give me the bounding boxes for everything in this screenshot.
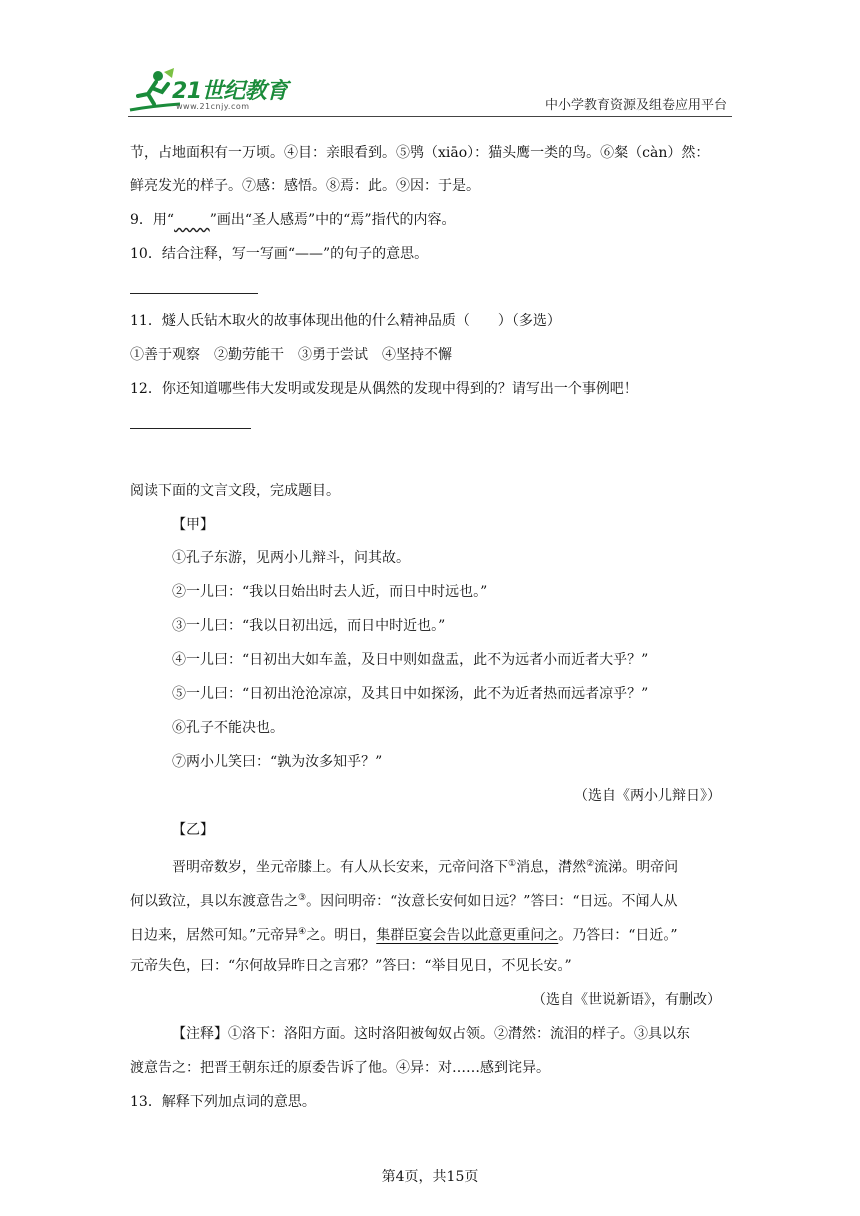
- yi-line-1: [172, 854, 678, 878]
- q9-wavy-mark: [174, 212, 210, 228]
- yi-line-3: [130, 922, 678, 946]
- question-9: [130, 210, 455, 230]
- q9-text-a: 9．用“: [130, 212, 175, 228]
- yi-text: 之。明日，: [306, 927, 377, 944]
- page-number: 第4页，共15页: [381, 1169, 479, 1185]
- yi-text: 流涕。明帝问: [594, 859, 679, 876]
- notes-line-1: 【注释】①洛下：洛阳方面。这时洛阳被匈奴占领。②潸然：流泪的样子。③具以东: [172, 1026, 690, 1042]
- platform-name: 中小学教育资源及组卷应用平台: [545, 98, 728, 113]
- notes-line-2: 渡意告之：把晋王朝东迁的原委告诉了他。④异：对……感到诧异。: [130, 1060, 550, 1076]
- footnote-mark: ②: [586, 859, 595, 869]
- jia-line: ③一儿曰：“我以日初出远，而日中时近也。”: [172, 618, 446, 634]
- question-11-options: ①善于观察 ②勤劳能干 ③勇于尝试 ④坚持不懈: [130, 347, 452, 363]
- logo-url: www.21cnjy.com: [176, 102, 250, 111]
- footnote-mark: ④: [298, 927, 307, 937]
- logo-text: 21世纪教育: [172, 79, 288, 104]
- jia-line: ⑤一儿曰：“日初出沧沧凉凉，及其日中如探汤，此不为近者热而远者凉乎？”: [172, 686, 649, 702]
- yi-text: 。因问明帝：“汝意长安何如日远？”答曰：“日远。不闻人从: [306, 893, 678, 910]
- question-13: 13．解释下列加点词的意思。: [130, 1094, 316, 1110]
- jia-line: ⑦两小儿笑曰：“孰为汝多知乎？”: [172, 754, 383, 770]
- yi-source: （选自《世说新语》，有删改）: [532, 992, 721, 1008]
- reading-intro: 阅读下面的文言文段，完成题目。: [130, 483, 340, 499]
- jia-source: （选自《两小儿辩日》）: [574, 788, 721, 804]
- notes-line-2: 鲜亮发光的样子。⑦感：感悟。⑧焉：此。⑨因：于是。: [130, 178, 480, 194]
- footnote-mark: ①: [508, 859, 517, 869]
- answer-blank-10[interactable]: [130, 293, 258, 294]
- yi-line-2: [130, 888, 678, 912]
- jia-line: ①孔子东游，见两小儿辩斗，问其故。: [172, 550, 410, 566]
- question-11: 11．燧人氏钻木取火的故事体现出他的什么精神品质（ ）（多选）: [130, 313, 561, 329]
- yi-text: 。乃答曰：“日近。”: [558, 927, 678, 944]
- jia-label: 【甲】: [172, 517, 214, 533]
- underlined-sentence: 集群臣宴会告以此意更重问之: [376, 927, 559, 944]
- jia-line: ②一儿曰：“我以日始出时去人近，而日中时远也。”: [172, 584, 488, 600]
- q9-text-b: ”画出“圣人感焉”中的“焉”指代的内容。: [209, 212, 456, 228]
- question-12: 12．你还知道哪些伟大发明或发现是从偶然的发现中得到的？请写出一个事例吧！: [130, 381, 638, 397]
- notes-line-1: 节，占地面积有一万顷。④目：亲眼看到。⑤鸮（xiāo）：猫头鹰一类的鸟。⑥粲（càn）然：: [130, 145, 710, 161]
- jia-line: ④一儿曰：“日初出大如车盖，及日中则如盘盂，此不为远者小而近者大乎？”: [172, 652, 649, 668]
- footnote-mark: ③: [298, 893, 307, 903]
- header-divider: [128, 116, 732, 117]
- yi-line-4: 元帝失色，曰：“尔何故异昨日之言邪？”答曰：“举目见日，不见长安。”: [130, 958, 572, 974]
- jia-line: ⑥孔子不能决也。: [172, 720, 284, 736]
- yi-text: 消息，潸然: [516, 859, 587, 876]
- question-10: 10．结合注释，写一写画“——”的句子的意思。: [130, 246, 429, 262]
- yi-text: 何以致泣，具以东渡意告之: [130, 893, 298, 910]
- yi-text: 晋明帝数岁，坐元帝膝上。有人从长安来，元帝问洛下: [172, 859, 508, 876]
- yi-label: 【乙】: [172, 822, 214, 838]
- yi-text: 日边来，居然可知。”元帝异: [130, 927, 299, 944]
- answer-blank-12[interactable]: [130, 428, 251, 429]
